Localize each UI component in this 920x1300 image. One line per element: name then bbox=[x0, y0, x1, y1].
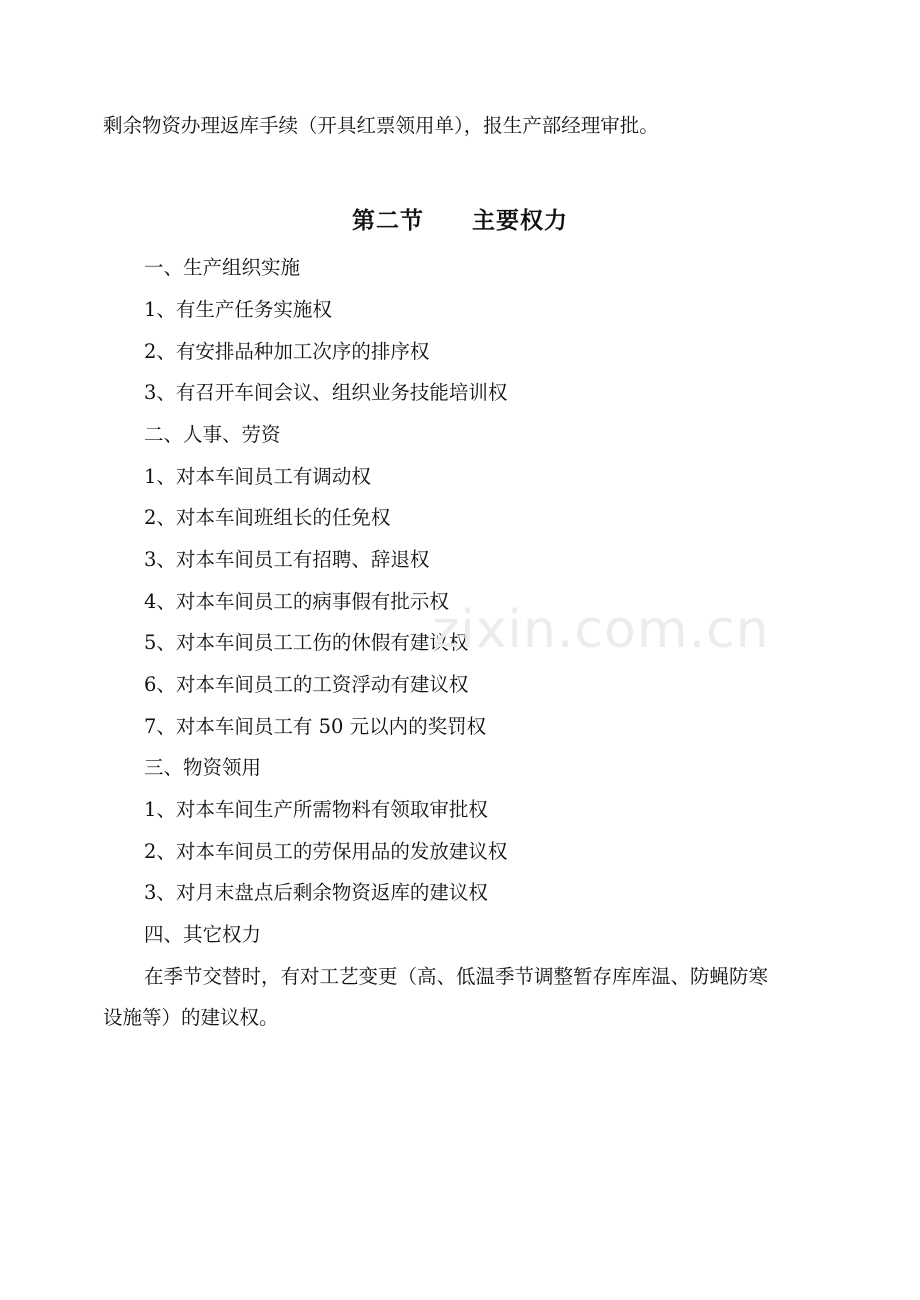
heading-materials: 三、物资领用 bbox=[144, 756, 262, 779]
list-item: 3、对本车间员工有招聘、辞退权 bbox=[144, 548, 430, 571]
top-paragraph: 剩余物资办理返库手续（开具红票领用单），报生产部经理审批。 bbox=[103, 114, 659, 137]
list-item: 2、对本车间员工的劳保用品的发放建议权 bbox=[144, 840, 508, 863]
heading-production: 一、生产组织实施 bbox=[144, 256, 301, 279]
list-item: 3、有召开车间会议、组织业务技能培训权 bbox=[144, 381, 508, 404]
list-item: 1、对本车间生产所需物料有领取审批权 bbox=[144, 798, 488, 821]
list-item: 1、对本车间员工有调动权 bbox=[144, 465, 371, 488]
closing-paragraph-line-2: 设施等）的建议权。 bbox=[103, 1006, 279, 1029]
list-item: 1、有生产任务实施权 bbox=[144, 298, 332, 321]
list-item: 5、对本车间员工工伤的休假有建议权 bbox=[144, 631, 469, 654]
list-item: 4、对本车间员工的病事假有批示权 bbox=[144, 590, 449, 613]
list-item: 3、对月末盘点后剩余物资返库的建议权 bbox=[144, 881, 488, 904]
list-item: 6、对本车间员工的工资浮动有建议权 bbox=[144, 673, 469, 696]
closing-paragraph-line-1: 在季节交替时，有对工艺变更（高、低温季节调整暂存库库温、防蝇防寒 bbox=[144, 965, 769, 988]
list-item: 2、对本车间班组长的任免权 bbox=[144, 506, 391, 529]
list-item: 2、有安排品种加工次序的排序权 bbox=[144, 340, 430, 363]
heading-other: 四、其它权力 bbox=[144, 923, 262, 946]
list-item: 7、对本车间员工有 50 元以内的奖罚权 bbox=[144, 715, 487, 738]
section-title: 主要权力 bbox=[472, 208, 568, 234]
section-heading bbox=[0, 206, 920, 236]
watermark: zixin.com.cn bbox=[432, 600, 770, 660]
section-number: 第二节 bbox=[352, 208, 424, 234]
heading-personnel: 二、人事、劳资 bbox=[144, 423, 281, 446]
